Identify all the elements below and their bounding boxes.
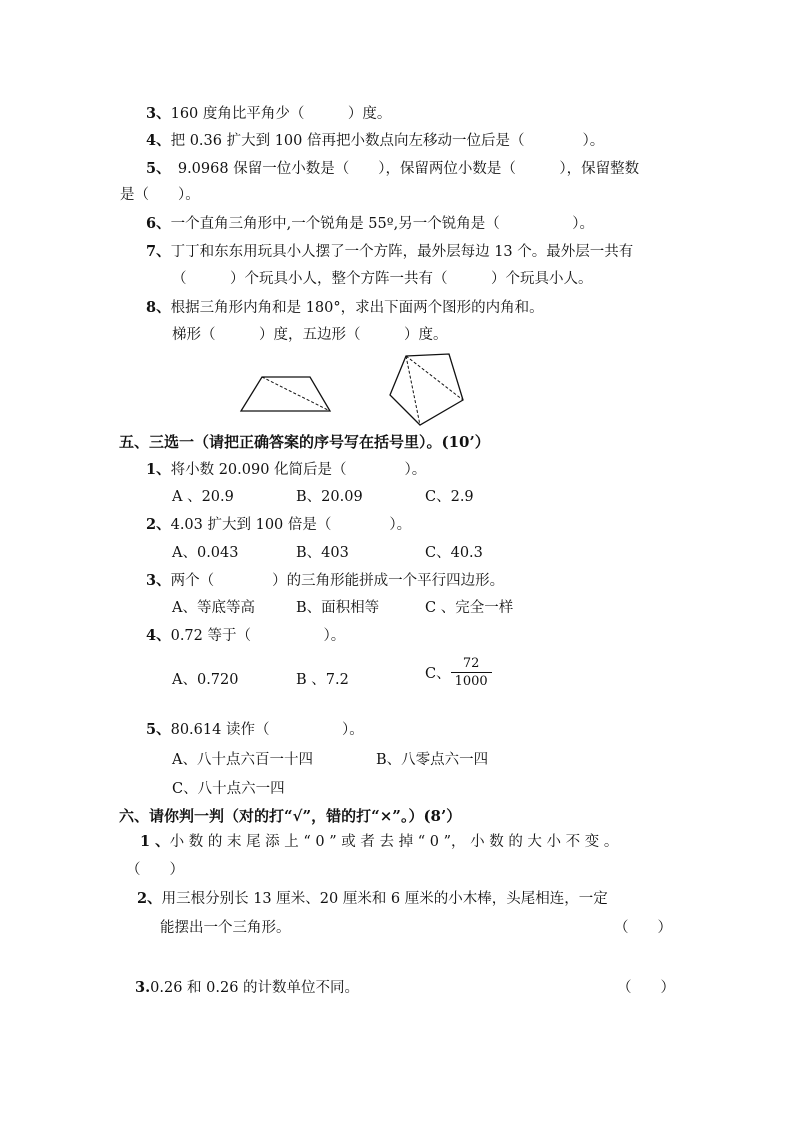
question-text: 把 0.36 扩大到 100 倍再把小数点向左移动一位后是（ ）。 — [170, 133, 605, 149]
option-b: B、403 — [296, 545, 349, 561]
question-number: 5、 — [146, 160, 164, 177]
question-number: 3. — [135, 979, 151, 996]
question-4-5-continuation: 是（ ）。 — [120, 187, 200, 203]
option-c: C、2.9 — [425, 489, 474, 505]
option-a: A、八十点六百一十四 — [172, 752, 313, 768]
fraction-denominator: 1000 — [454, 674, 488, 689]
question-text: 根据三角形内角和是 180°，求出下面两个图形的内角和。 — [170, 300, 544, 316]
option-b: B 、7.2 — [296, 672, 349, 688]
question-6-2-continuation: 能摆出一个三角形。 — [160, 920, 291, 936]
question-number: 3、 — [146, 572, 171, 589]
question-5-4 — [146, 626, 345, 646]
question-number: 5、 — [146, 721, 171, 738]
question-4-5 — [146, 159, 639, 179]
question-6-1 — [140, 832, 618, 852]
question-number: 1 、 — [140, 833, 170, 850]
question-text: 小 数 的 末 尾 添 上 “ 0 ” 或 者 去 掉 “ 0 ”， 小 数 的 大 小 不 变 。 — [169, 834, 619, 850]
question-5-1 — [146, 460, 426, 480]
question-4-7-continuation: （ ）个玩具小人，整个方阵一共有（ ）个玩具小人。 — [172, 271, 593, 287]
fraction-numerator: 72 — [451, 656, 492, 673]
question-number: 1、 — [146, 461, 171, 478]
question-text: 0.72 等于（ ）。 — [170, 628, 346, 644]
question-text: 将小数 20.090 化简后是（ ）。 — [170, 462, 427, 478]
question-number: 2、 — [146, 516, 171, 533]
section-heading-6: 六、请你判一判（对的打“√”，错的打“×”。）(8’） — [119, 807, 462, 825]
option-c-prefix: C、 — [425, 666, 451, 682]
question-text: 0.26 和 0.26 的计数单位不同。 — [150, 980, 360, 996]
question-number: 7、 — [146, 243, 171, 260]
question-5-2 — [146, 515, 411, 535]
question-text: 用三根分别长 13 厘米、20 厘米和 6 厘米的小木棒，头尾相连，一定 — [161, 891, 608, 907]
option-b: B、20.09 — [296, 489, 363, 505]
question-4-6 — [146, 214, 594, 234]
question-number: 4、 — [146, 627, 171, 644]
question-number: 6、 — [146, 215, 171, 232]
option-a: A、0.720 — [172, 672, 239, 688]
option-b: B、面积相等 — [296, 600, 380, 616]
question-text: 丁丁和东东用玩具小人摆了一个方阵，最外层每边 13 个。最外层一共有 — [170, 244, 634, 260]
option-c: C、八十点六一四 — [172, 781, 285, 797]
fraction — [451, 656, 492, 689]
answer-parentheses: （ ） — [126, 862, 184, 878]
option-a: A、等底等高 — [172, 600, 255, 616]
answer-parentheses: （ ） — [614, 920, 672, 936]
trapezoid-figure — [238, 375, 333, 415]
question-4-7 — [146, 242, 633, 262]
pentagon-figure — [386, 350, 466, 430]
question-text: 160 度角比平角少（ ）度。 — [170, 106, 392, 122]
question-4-4 — [146, 131, 604, 151]
question-text: 一个直角三角形中,一个锐角是 55º,另一个锐角是（ ）。 — [170, 216, 594, 232]
option-a: A 、20.9 — [172, 489, 234, 505]
question-text: 9.0968 保留一位小数是（ ），保留两位小数是（ ），保留整数 — [163, 161, 640, 177]
answer-parentheses: （ ） — [617, 980, 675, 996]
question-number: 4、 — [146, 132, 171, 149]
option-a: A、0.043 — [172, 545, 239, 561]
option-b: B、八零点六一四 — [376, 752, 489, 768]
question-number: 3、 — [146, 105, 171, 122]
question-6-2 — [137, 889, 608, 909]
question-5-5 — [146, 720, 364, 740]
question-number: 2、 — [137, 890, 162, 907]
question-text: 两个（ ）的三角形能拼成一个平行四边形。 — [170, 573, 505, 589]
question-6-3 — [135, 978, 359, 998]
option-c: C、40.3 — [425, 545, 483, 561]
question-4-8 — [146, 298, 544, 318]
question-text: 80.614 读作（ ）。 — [170, 722, 364, 738]
question-4-8-continuation: 梯形（ ）度，五边形（ ）度。 — [172, 327, 448, 343]
option-c — [425, 656, 492, 689]
section-heading-5: 五、三选一（请把正确答案的序号写在括号里）。(10’） — [119, 433, 490, 451]
question-number: 8、 — [146, 299, 171, 316]
option-c: C 、完全一样 — [425, 600, 514, 616]
question-text: 4.03 扩大到 100 倍是（ ）。 — [170, 517, 412, 533]
question-5-3 — [146, 571, 504, 591]
question-4-3 — [146, 104, 391, 124]
